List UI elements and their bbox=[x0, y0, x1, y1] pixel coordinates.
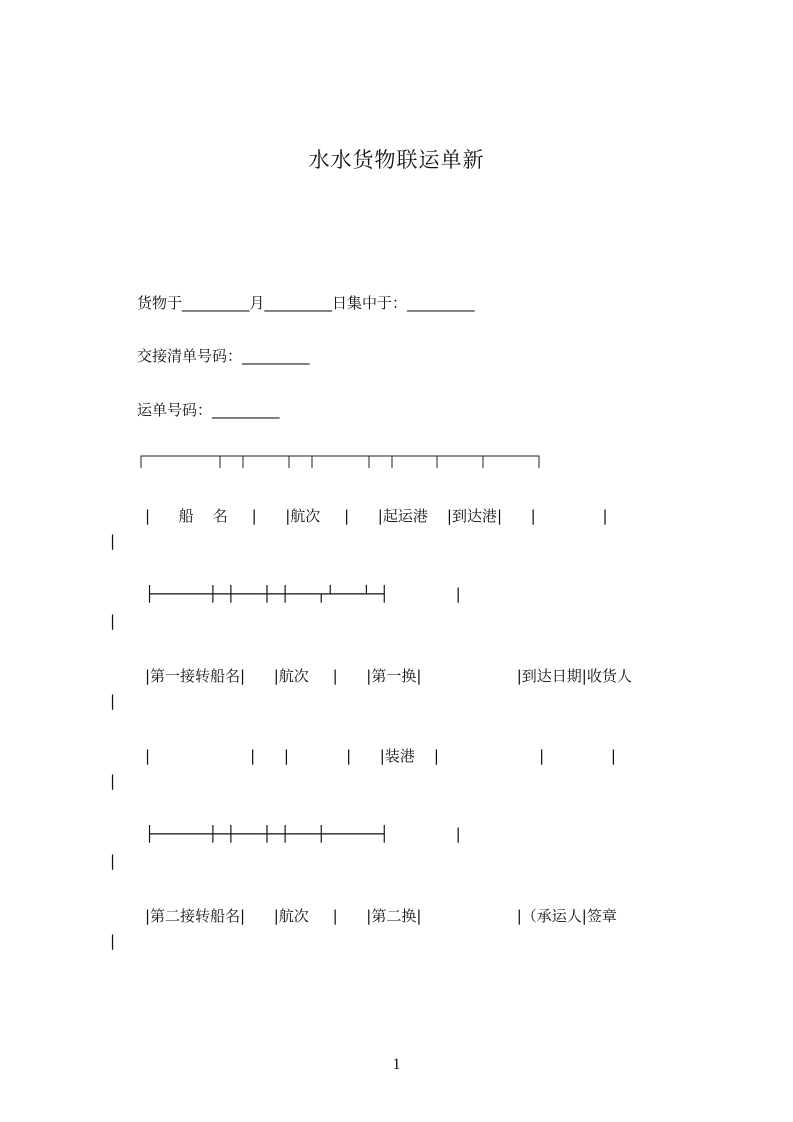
document-title: 水水货物联运单新 bbox=[308, 148, 485, 172]
handover-list-number-field: 交接清单号码：_________ bbox=[137, 347, 310, 365]
table-row-divider: ├──────┼─┼───┼─┼───┼──────┤ | bbox=[145, 825, 461, 843]
table-row-wrap: | bbox=[110, 692, 116, 710]
table-row-second-transfer: |第二接转船名| |航次 | |第二换| |（承运人|签章 bbox=[145, 907, 617, 925]
table-row-loading-port: | | | | |装港 | | | bbox=[145, 747, 616, 765]
table-top-border bbox=[140, 455, 540, 469]
table-row-first-transfer: |第一接转船名| |航次 | |第一换| |到达日期|收货人 bbox=[145, 667, 632, 685]
table-row-wrap: | bbox=[110, 932, 116, 950]
cargo-collection-field: 货物于_________月_________日集中于：_________ bbox=[137, 294, 475, 312]
table-row-wrap: | bbox=[110, 772, 116, 790]
table-row-wrap: | bbox=[110, 612, 116, 630]
page-number: 1 bbox=[392, 1056, 401, 1073]
table-row-divider: ├──────┼─┼───┼─┼───┬┴───┴─┤ | bbox=[145, 585, 461, 603]
table-row-wrap: | bbox=[110, 852, 116, 870]
table-row-wrap: | bbox=[110, 532, 116, 550]
table-row-header: | 船 名 | |航次 | |起运港 |到达港| | | bbox=[145, 507, 608, 525]
waybill-number-field: 运单号码：_________ bbox=[137, 401, 280, 419]
